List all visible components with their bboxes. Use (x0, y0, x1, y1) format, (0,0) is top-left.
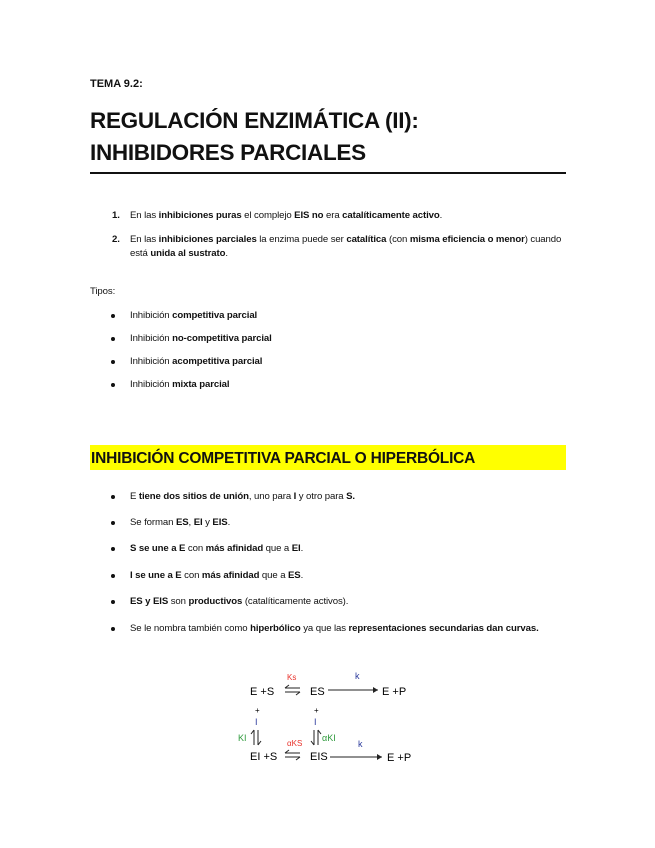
bullet-icon (111, 521, 115, 525)
section-bullet (130, 595, 565, 609)
reaction-arrow-icon (328, 687, 378, 693)
text: Inhibición (130, 333, 173, 344)
scheme-e-plus-p-top: E +P (382, 686, 407, 698)
bold-text: mixta parcial (172, 379, 230, 390)
bullet-icon (111, 495, 115, 499)
bold-text: productivos (188, 596, 243, 607)
section-bullet (130, 622, 565, 636)
tipo-item (130, 355, 565, 369)
bold-text: más afinidad (205, 543, 264, 554)
bold-text: competitiva parcial (172, 310, 258, 321)
text: En las (130, 234, 159, 245)
text: , uno para (248, 491, 294, 502)
bold-text: misma eficiencia o menor (409, 234, 525, 245)
text: y otro para (296, 491, 347, 502)
vertical-equilibrium-icon (311, 730, 321, 745)
bold-text: catalítica (346, 234, 387, 245)
bold-text: inhibiciones puras (158, 210, 242, 221)
text: con (181, 570, 202, 581)
text: que a (263, 543, 292, 554)
bold-text: ES (288, 570, 301, 581)
bold-text: inhibiciones parciales (158, 234, 257, 245)
bold-text: unida al sustrato (150, 248, 226, 259)
scheme-eis: EIS (310, 751, 328, 763)
scheme-ks: Ks (287, 673, 297, 682)
section-bullet (130, 542, 565, 556)
scheme-es: ES (310, 686, 325, 698)
section-bullet (130, 490, 565, 504)
bold-text: S. (346, 491, 355, 502)
text: Inhibición (130, 310, 173, 321)
text: era (323, 210, 343, 221)
text: E (130, 491, 139, 502)
text: Inhibición (130, 379, 173, 390)
bold-text: tiene dos sitios de unión (138, 491, 249, 502)
text: el complejo (241, 210, 295, 221)
page-title-line-2: INHIBIDORES PARCIALES (90, 140, 366, 165)
text: . (227, 517, 231, 528)
bullet-icon (111, 547, 115, 551)
scheme-e-plus-s: E +S (250, 686, 275, 698)
topic-number: TEMA 9.2: (90, 78, 143, 90)
list-number: 2. (112, 234, 120, 245)
text: . (300, 570, 304, 581)
text: (catalíticamente activos). (242, 596, 349, 607)
bold-text: ES (175, 517, 189, 528)
bold-text: hiperbólico (250, 623, 301, 634)
reaction-arrow-icon (330, 754, 382, 760)
text: Se forman (130, 517, 176, 528)
scheme-plus-right: + (314, 706, 319, 715)
text: la enzima puede ser (256, 234, 347, 245)
intro-item-2 (130, 233, 565, 261)
scheme-e-plus-p-bottom: E +P (387, 752, 412, 764)
section-heading: INHIBICIÓN COMPETITIVA PARCIAL O HIPERBÓLICA (91, 450, 476, 467)
tipo-item (130, 309, 565, 323)
list-number: 1. (112, 210, 120, 221)
bullet-icon (111, 383, 115, 387)
scheme-ki: KI (238, 733, 247, 743)
text: , (188, 517, 194, 528)
bold-text: acompetitiva parcial (172, 356, 263, 367)
reaction-scheme (230, 665, 430, 770)
tipo-item (130, 378, 565, 392)
bullet-icon (111, 574, 115, 578)
scheme-alpha-ks: αKS (287, 739, 303, 748)
scheme-ei-plus-s: EI +S (250, 751, 278, 763)
text: En las (130, 210, 159, 221)
bold-text: I se une a E (130, 570, 182, 581)
text: que a (259, 570, 288, 581)
bold-text: no-competitiva parcial (172, 333, 272, 344)
tipos-label: Tipos: (90, 286, 116, 297)
text: Inhibición (130, 356, 173, 367)
equilibrium-arrows-icon (285, 750, 300, 760)
bullet-icon (111, 360, 115, 364)
bullet-icon (111, 627, 115, 631)
text: son (168, 596, 189, 607)
bullet-icon (111, 337, 115, 341)
section-bullet (130, 516, 565, 530)
text: . (225, 248, 228, 259)
text: y (202, 517, 213, 528)
scheme-i-right: I (314, 717, 317, 727)
scheme-alpha-ki: αKI (322, 733, 336, 743)
text: ) cuando está (130, 234, 562, 259)
page-title-line-1: REGULACIÓN ENZIMÁTICA (II): (90, 108, 419, 133)
bullet-icon (111, 314, 115, 318)
text: . (300, 543, 304, 554)
bold-text: representaciones secundarias dan curvas. (348, 623, 539, 634)
bold-text: catalíticamente activo (342, 210, 440, 221)
scheme-plus-left: + (255, 706, 260, 715)
scheme-k-top: k (355, 671, 360, 681)
scheme-i-left: I (255, 717, 258, 727)
bold-text: S se une a E (130, 543, 186, 554)
bold-text: más afinidad (201, 570, 260, 581)
text: con (185, 543, 206, 554)
vertical-equilibrium-icon (251, 730, 261, 745)
bold-text: ES y EIS (130, 596, 169, 607)
equilibrium-arrows-icon (285, 685, 300, 695)
text: . (439, 210, 443, 221)
bold-text: EIS no (294, 210, 324, 221)
scheme-k-bottom: k (358, 739, 363, 749)
bold-text: EIS (212, 517, 228, 528)
bold-text: EI (291, 543, 301, 554)
section-bullet (130, 569, 565, 583)
bold-text: I (293, 491, 297, 502)
text: (con (386, 234, 410, 245)
tipo-item (130, 332, 565, 346)
intro-item-1 (130, 209, 565, 223)
bold-text: EI (193, 517, 203, 528)
bullet-icon (111, 600, 115, 604)
title-divider (90, 172, 566, 174)
text: Se le nombra también como (130, 623, 251, 634)
text: ya que las (300, 623, 349, 634)
